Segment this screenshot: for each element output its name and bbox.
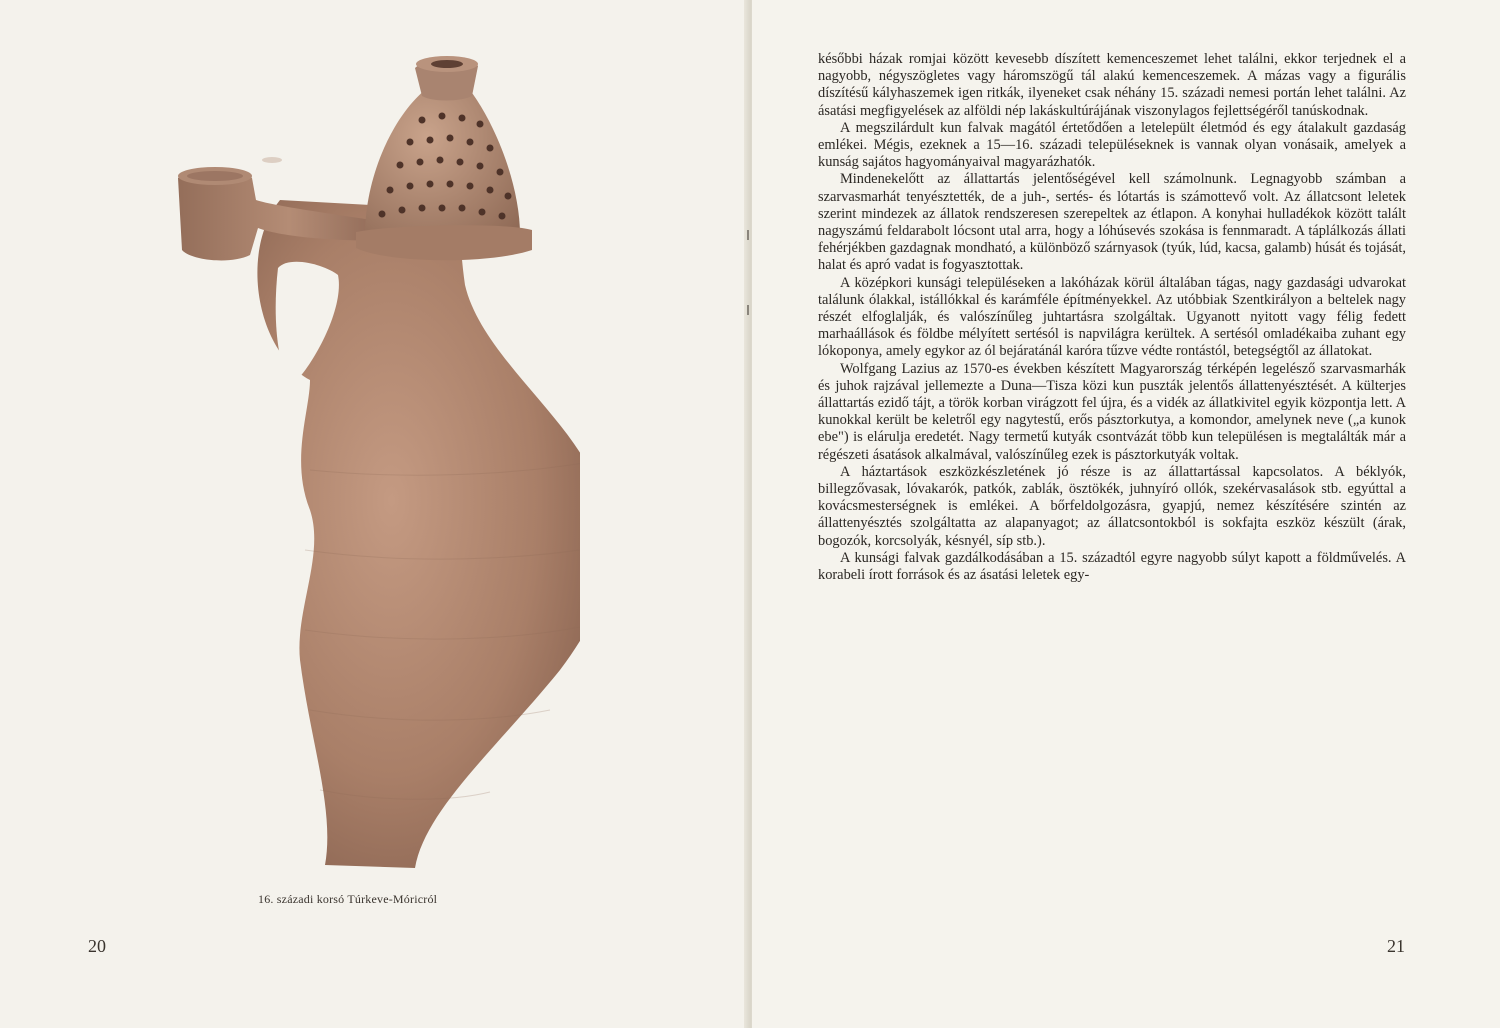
paragraph: A megszilárdult kun falvak magától értetődően a letelepült életmód és egy átalakult gazdaság emlékei. Mégis, ezeknek a 15—16. századi településeknek is vannak olyan vonásaik, amelyek a kunság sajátos hagyományaival magyarázhatók. <box>818 119 1406 171</box>
gutter-mark <box>747 230 749 240</box>
paragraph: A középkori kunsági településeken a lakóházak körül általában tágas, nagy gazdasági udvarokat találunk ólakkal, istállókkal és karámféle építményekkel. Az utóbbiak Szentkirályon a beltelek nagy részét elfoglalják, és valószínűleg juhtartásra szolgáltak. Ugyanott nyitott vagy félig fedett marhaállások és földbe mélyített sertésól is napvilágra kerültek. A sertésól omladékaiba zuhant egy lókoponya, amely egykor az ól bejáratánál karóra tűzve védte rontástól, betegségtől az állatokat. <box>818 274 1406 360</box>
page-number-left: 20 <box>88 936 106 956</box>
body-text <box>818 51 1406 584</box>
paragraph: A háztartások eszközkészletének jó része is az állattartással kapcsolatos. A béklyók, billegzővasak, lóvakarók, patkók, zablák, ösztökék, juhnyíró ollók, szekérvasalások stb. egyúttal a kovácsmesterségnek is emlékei. A bőrfeldolgozásra, gyapjú, nemez készítésére szintén az állattenyésztés szolgáltatta az alapanyagot; az állatcsontokból is sokfajta eszköz készült (árak, bogozók, korcsolyák, késnyél, síp stb.). <box>818 463 1406 549</box>
paragraph: A kunsági falvak gazdálkodásában a 15. századtól egyre nagyobb súlyt kapott a földművelés. A korabeli írott források és az ásatási leletek egy- <box>818 549 1406 584</box>
figure-caption: 16. századi korsó Túrkeve-Móricról <box>258 892 438 906</box>
jug-photo <box>160 50 580 890</box>
left-page <box>0 0 748 1028</box>
paragraph: Wolfgang Lazius az 1570-es években készített Magyarország térképén legelésző szarvasmarhák és juhok rajzával jellemezte a Duna—Tisza közi kun puszták jelentős állattenyésztését. A külterjes állattartás ezidő tájt, a török korban virágzott fel újra, és a vidék az állatkivitel egyik központja lett. A kunokkal került be keletről egy nagytestű, erős pásztorkutya, a komondor, amelynek neve („a kunok ebe") is elárulja eredetét. Nagy termetű kutyák csontvázát több kun településen is megtalálták már a régészeti ásatások alkalmával, valószínűleg ezek is pásztorkutyák voltak. <box>818 360 1406 463</box>
paragraph: Mindenekelőtt az állattartás jelentőségével kell számolnunk. Legnagyobb számban a szarvasmarhát tenyésztették, de a juh-, sertés- és lótartás is számottevő volt. Az állatcsont leletek szerint mindezek az állatok rendszeresen szerepeltek az étlapon. A konyhai hulladékok között talált nagyszámú feldarabolt lócsont utal arra, hogy a lóhúsevés szokása is fennmaradt. A táplálkozás állati fehérjékben gazdagnak mondható, a különböző szárnyasok (tyúk, lúd, kacsa, galamb) húsát és tojását, halat és apró vadat is fogyasztottak. <box>818 171 1406 274</box>
gutter-mark <box>747 305 749 315</box>
paragraph: későbbi házak romjai között kevesebb díszített kemenceszemet lehet találni, ekkor terjednek el a nagyobb, négyszögletes vagy háromszögű tál alakú kemenceszemek. A mázas vagy a figurális díszítésű kályhaszemek igen ritkák, ilyeneket csak néhány 15. századi nemesi portán lehet találni. Az ásatási megfigyelések az alföldi nép lakáskultúrájának viszonylagos fejlettségéről tanúskodnak. <box>818 51 1406 119</box>
page-number-right: 21 <box>1387 936 1405 956</box>
